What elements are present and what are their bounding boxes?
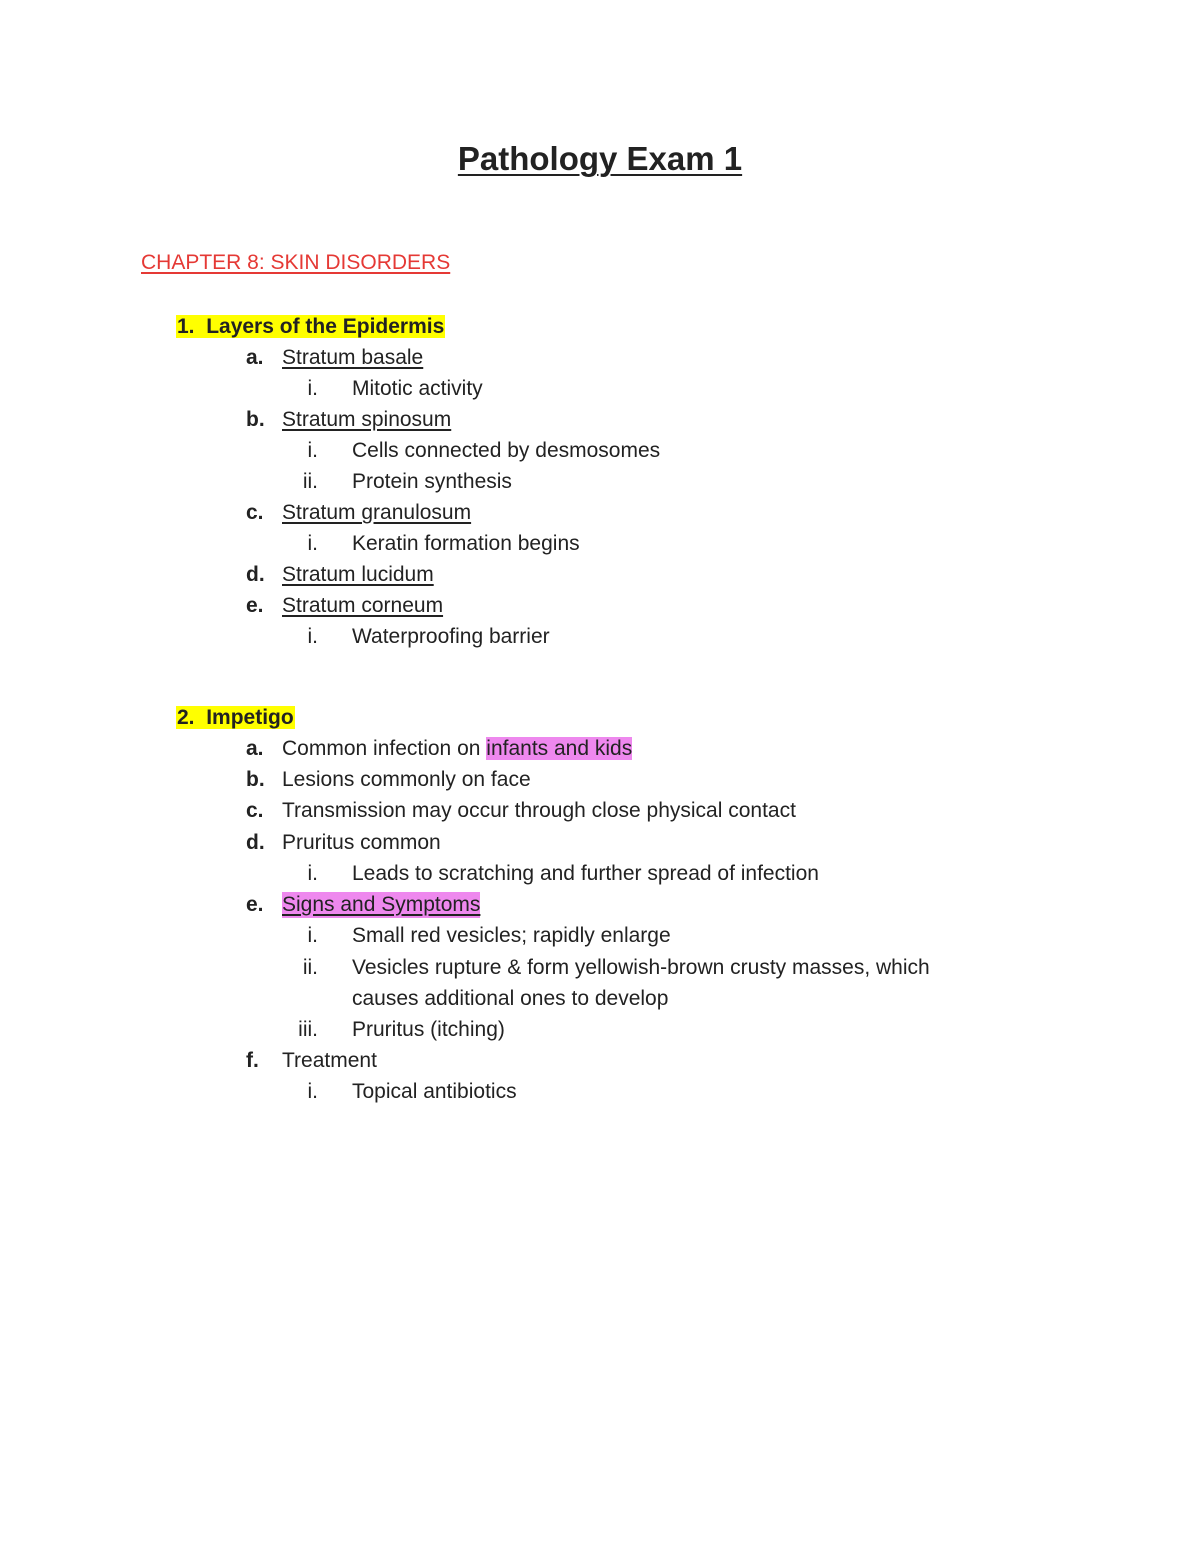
sub-text: Vesicles rupture & form yellowish-brown crusty masses, which — [352, 956, 930, 979]
item-text: Stratum basale — [282, 346, 424, 369]
sub-marker: i. — [307, 1080, 318, 1103]
sub-text: Topical antibiotics — [352, 1080, 517, 1103]
sub-text: Keratin formation begins — [352, 532, 580, 555]
sub-marker: i. — [307, 862, 318, 885]
section-number: 1. — [177, 315, 195, 338]
page-title: Pathology Exam 1 — [457, 140, 743, 177]
sub-marker: i. — [307, 532, 318, 555]
item-marker: c. — [246, 501, 264, 524]
sub-text: Cells connected by desmosomes — [352, 439, 661, 462]
sub-text: Leads to scratching and further spread of infection — [352, 862, 819, 885]
section-number: 2. — [177, 706, 195, 729]
item-marker: d. — [246, 831, 265, 854]
sub-text: causes additional ones to develop — [352, 987, 669, 1010]
item-text: Lesions commonly on face — [282, 768, 531, 791]
highlighted-text: infants and kids — [486, 737, 633, 760]
item-marker: f. — [246, 1049, 259, 1072]
section-title: Impetigo — [206, 706, 294, 729]
sub-marker: ii. — [302, 956, 318, 979]
item-text: Treatment — [282, 1049, 377, 1072]
item-marker: a. — [246, 346, 264, 369]
sub-marker: iii. — [298, 1018, 318, 1041]
item-marker: b. — [246, 408, 265, 431]
item-marker: d. — [246, 563, 265, 586]
item-text: Stratum granulosum — [282, 501, 472, 524]
sub-marker: i. — [307, 625, 318, 648]
item-marker: e. — [246, 893, 264, 916]
item-text: Stratum spinosum — [282, 408, 452, 431]
sub-marker: ii. — [302, 470, 318, 493]
item-text: Stratum lucidum — [282, 563, 434, 586]
sub-text: Waterproofing barrier — [352, 625, 550, 648]
chapter-heading: CHAPTER 8: SKIN DISORDERS — [141, 251, 451, 274]
item-marker: e. — [246, 594, 264, 617]
sub-marker: i. — [307, 924, 318, 947]
sub-text: Mitotic activity — [352, 377, 483, 400]
item-text: Common infection on — [282, 737, 487, 760]
sub-item-continuation — [352, 986, 668, 1012]
item-marker: a. — [246, 737, 264, 760]
sub-text: Pruritus (itching) — [352, 1018, 505, 1041]
item-marker: c. — [246, 799, 264, 822]
section-heading — [176, 705, 295, 731]
sub-text: Small red vesicles; rapidly enlarge — [352, 924, 671, 947]
section-title: Layers of the Epidermis — [206, 315, 445, 338]
sub-marker: i. — [307, 439, 318, 462]
item-text: Stratum corneum — [282, 594, 444, 617]
sub-marker: i. — [307, 377, 318, 400]
section-heading — [176, 314, 445, 340]
item-text: Pruritus common — [282, 831, 441, 854]
item-text: Transmission may occur through close physical contact — [282, 799, 796, 822]
item-marker: b. — [246, 768, 265, 791]
item-text: Signs and Symptoms — [282, 893, 481, 916]
sub-text: Protein synthesis — [352, 470, 512, 493]
